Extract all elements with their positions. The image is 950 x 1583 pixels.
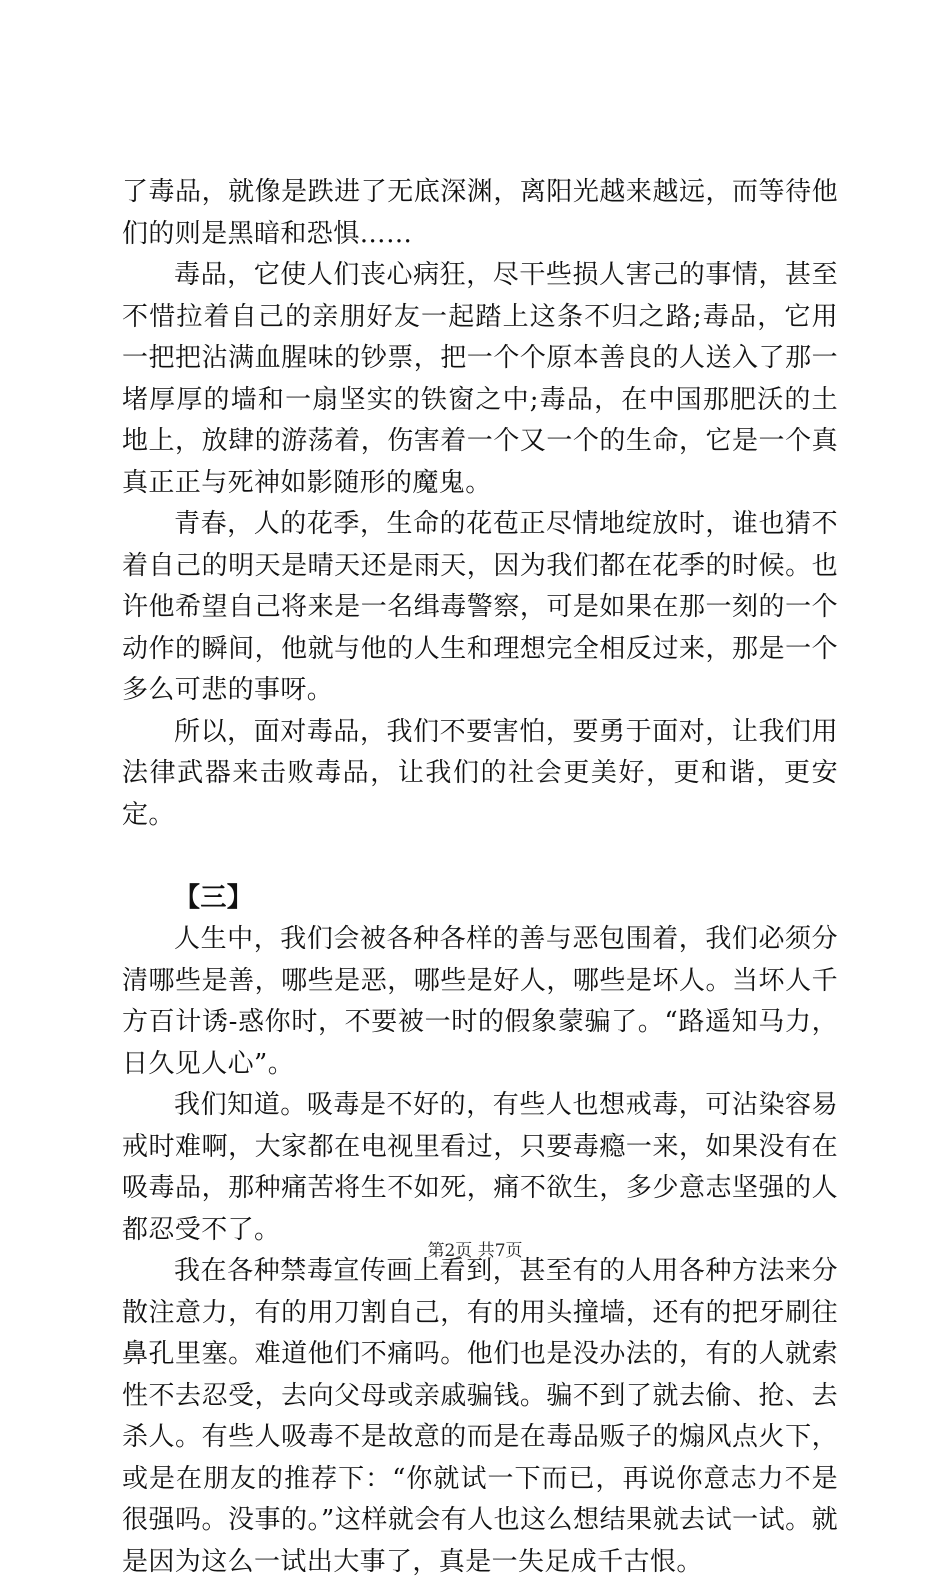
page-footer: 第2页 共7页 xyxy=(427,1241,523,1261)
section-heading: 【三】 xyxy=(174,882,254,913)
paragraph-posters: 我在各种禁毒宣传画上看到，甚至有的人用各种方法来分散注意力，有的用刀割自己，有的用头撞墙，还有的把牙刷往鼻孔里塞。难道他们不痛吗。他们也是没办法的，有的人就索性不去忍受，去向父母或亲戚骗钱。骗不到了就去偷、抢、去杀人。有些人吸毒不是故意的而是在毒品贩子的煽风点火下，或是在朋友的推荐下：“你就试一下而已，再说你意志力不是很强吗。没事的。”这样就会有人也这么想结果就去试一试。就是因为这么一试出大事了，真是一失足成千古恨。 xyxy=(122,1256,838,1577)
paragraph-conclusion: 所以，面对毒品，我们不要害怕，要勇于面对，让我们用法律武器来击败毒品，让我们的社会更美好，更和谐，更安定。 xyxy=(122,716,838,830)
paragraph-continued: 了毒品，就像是跌进了无底深渊，离阳光越来越远，而等待他们的则是黑暗和恐惧…… xyxy=(122,177,838,249)
document-body xyxy=(122,172,838,1583)
paragraph-good-evil: 人生中，我们会被各种各样的善与恶包围着，我们必须分清哪些是善，哪些是恶，哪些是好人，哪些是坏人。当坏人千方百计诱-惑你时，不要被一时的假象蒙骗了。“路遥知马力，日久见人心”。 xyxy=(122,924,838,1079)
paragraph-drugs-evil: 毒品，它使人们丧心病狂，尽干些损人害己的事情，甚至不惜拉着自己的亲朋好友一起踏上这条不归之路;毒品，它用一把把沾满血腥味的钞票，把一个个原本善良的人送入了那一堵厚厚的墙和一扇坚实的铁窗之中;毒品，在中国那肥沃的土地上，放肆的游荡着，伤害着一个又一个的生命，它是一个真真正正与死神如影随形的魔鬼。 xyxy=(122,260,838,498)
paragraph-quit-drugs: 我们知道。吸毒是不好的，有些人也想戒毒，可沾染容易戒时难啊，大家都在电视里看过，只要毒瘾一来，如果没有在吸毒品，那种痛苦将生不如死，痛不欲生，多少意志坚强的人都忍受不了。 xyxy=(122,1090,838,1245)
paragraph-youth: 青春，人的花季，生命的花苞正尽情地绽放时，谁也猜不着自己的明天是晴天还是雨天，因为我们都在花季的时候。也许他希望自己将来是一名缉毒警察，可是如果在那一刻的一个动作的瞬间，他就与他的人生和理想完全相反过来，那是一个多么可悲的事呀。 xyxy=(122,509,838,705)
